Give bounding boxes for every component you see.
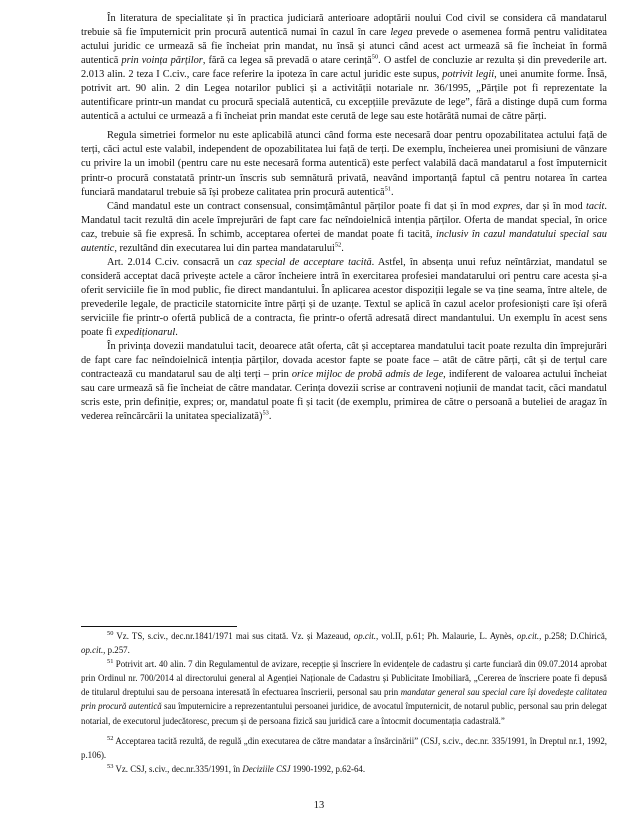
italic-text: prin voința părților [121,55,203,67]
italic-text: expediționarul [114,327,176,339]
footnote-ref: 53 [262,409,269,417]
text-run: Art. 2.014 C.civ. consacră un [107,256,239,268]
footnote-ref: 52 [334,241,342,249]
paragraph [81,256,607,340]
footnote-ref: 52 [107,734,114,742]
footnote-separator [81,626,237,627]
italic-text: inclusiv în cazul mandatului special sau autentic [81,228,607,254]
text-run: Regula simetriei formelor nu este aplicabilă atunci când forma este necesară doar pentru opozabilitatea actului față de terți, căci actul este valabil, independent de opozabilitatea lui față de terți. De exemplu, încheierea unei promisiuni de vânzare cu privire la un imobil (pentru care nu este necesară forma autentică) este perfect valabilă dacă mandatarul a fost împuternicit printr-o procură constatată printr-un înscris sub semnătură privată, neavând importanță faptul că pentru notarea în cartea funciară mandatarul trebuie să își probeze calitatea prin procură autentică [81,130,607,198]
text-run: p.257. [105,645,130,656]
paragraph [81,200,607,256]
text-run: dar și în mod [522,200,586,212]
main-text [81,12,607,424]
footnote [81,657,607,727]
text-run: , fără ca legea să prevadă o atare cerință [202,55,372,67]
text-run: Acceptarea tacită rezultă, de regulă „din executarea de către mandatar a însărcinării” (CSJ, s.civ., dec.nr. 335/1991, în Dreptul nr.1, 1992, p.106). [81,735,607,760]
text-run: , indiferent de valoarea actului încheiat sau care urmează să fie încheiat de către mandatar. Cerința dovezii scrise ar contraveni noțiunii de mandat tacit, căci mandatul scris este, prin definiție, expres; or, mandatul poate fi și tacit (de exemplu, primirea de către o persoană a buteliei de aragaz în vederea reîncărcării la unitatea specializată) [81,369,607,423]
footnote-ref: 51 [107,658,114,666]
italic-text: mandatar general sau special care își dovedește calitatea prin procură autentică [81,687,607,712]
text-run: . [341,242,344,254]
footnote-ref: 50 [107,630,114,638]
footnote [81,734,607,762]
footnote-ref: 53 [107,762,114,770]
paragraph [81,129,607,199]
italic-text: Deciziile CSJ [242,763,291,774]
italic-text: op.cit., [81,645,106,656]
text-run: Vz. TS, s.civ., dec.nr.1841/1971 mai sus citată. Vz. și Mazeaud, [113,631,354,641]
text-run: . O astfel de concluzie ar rezulta și din prevederile art. 2.013 alin. 2 teza I C.civ., care face referire la ipoteza în care actul juridic este supus, [81,55,607,81]
text-run: Vz. CSJ, s.civ., dec.nr.335/1991, în [113,763,243,774]
text-run: vol.II, p.61; Ph. Malaurie, L. Aynès, [378,631,517,641]
italic-text: op.cit., [516,631,542,641]
text-run: , rezultând din executarea lui din partea mandatarului [114,242,335,254]
text-run: . [268,411,272,423]
text-run: . Mandatul tacit rezultă din acele împrejurări de fapt care fac neîndoielnică intenția părților. Oferta de mandat special, în orice caz, trebuie să fie expresă. În schimb, acceptarea ofertei de mandat poate fi tacită, [81,200,607,240]
footnote [81,762,607,776]
footnote [81,629,607,657]
text-run: 1990-1992, p.62-64. [290,763,366,774]
text-run: Când mandatul este un contract consensual, consimțământul părților poate fi dat și în mod [107,200,494,212]
italic-text: legea [390,27,413,39]
paragraph [81,12,607,124]
text-run: . [175,327,178,339]
text-run: sau împuternicire a reprezentantului persoanei juridice, de avocatul împuternicit, de notarul public, personal sau prin delegat notarial, de executorul judecătoresc, precum și de persoana fizică sau juridică care a întocmit documentația cadastrală.” [81,701,607,726]
italic-text: tacit [586,200,605,212]
italic-text: orice mijloc de probă admis de lege [291,369,444,381]
footnotes [81,629,607,776]
paragraph [81,340,607,424]
text-run: p.258; D.Chirică, [541,631,607,641]
italic-text: potrivit legii [442,69,495,81]
footnote-ref: 50 [371,53,379,61]
footnote-ref: 51 [384,185,391,193]
text-run: prevede o asemenea formă pentru validitatea actului juridic ce urmează să fie încheiat prin mandat, nu însă și atunci când acest act urmează să fie încheiat în formă autentică [81,27,607,67]
italic-text: expres, [493,200,523,212]
text-run: . [390,186,394,198]
text-run: , unei anumite forme. Însă, potrivit art. 90 alin. 2 din Legea notarilor publici și a activității notariale nr. 36/1995, „Părțile pot fi reprezentate la autentificare printr-un mandat cu procură specială autentică, cu excepțiile prevăzute de lege”, fără a distinge după cum forma autentică a actului ce urmează a fi încheiat prin mandat este cerută de lege sau este hotărâtă numai de către părți. [81,69,607,123]
text-run: . Astfel, în absența unui refuz neîntârziat, mandatul se consideră acceptat dacă privește actele a căror încheiere intră în exercitarea profesiei mandatarului ori pentru care acesta și-a oferit serviciile fie în mod public, fie direct mandantului. În aplicarea acestor dispoziții legale se va ține seama, între altele, de prevederile legale, de practicile statornicite între părți și de uzanțe. Textul se aplică în cazul acelor profesioniști care își oferă serviciile fie printr-o ofertă publică de a contracta, fie printr-o ofertă adresată direct mandantului. Un exemplu în acest sens poate fi [81,256,607,339]
text-run: În literatura de specialitate și în practica judiciară anterioare adoptării noului Cod civil se considera că mandatarul trebuie să fie împuternicit prin procură autentică numai în cazul în care [81,13,607,39]
italic-text: op.cit., [353,631,379,641]
italic-text: caz special de acceptare tacită [238,256,372,268]
page-number: 13 [313,800,325,811]
text-run: Potrivit art. 40 alin. 7 din Regulamentul de avizare, recepție și înscriere în evidențele de cadastru și carte funciară din 09.07.2014 aprobat prin Ordinul nr. 700/2014 al directorului general al Agenției Naționale de Cadastru și Publicitate Imobiliară, „Cererea de înscriere poate fi depusă de titularul dreptului sau de persoana interesată în efectuarea înscrierii, personal sau prin [81,659,607,698]
text-run: În privința dovezii mandatului tacit, deoarece atât oferta, cât și acceptarea mandatului tacit poate rezulta din împrejurări de fapt care fac neîndoielnică intenția părților, dovada acestor fapte se poate face – atât de către părți, cât și de terțul care contractează cu mandatarul sau de alți terți – prin [81,341,607,381]
